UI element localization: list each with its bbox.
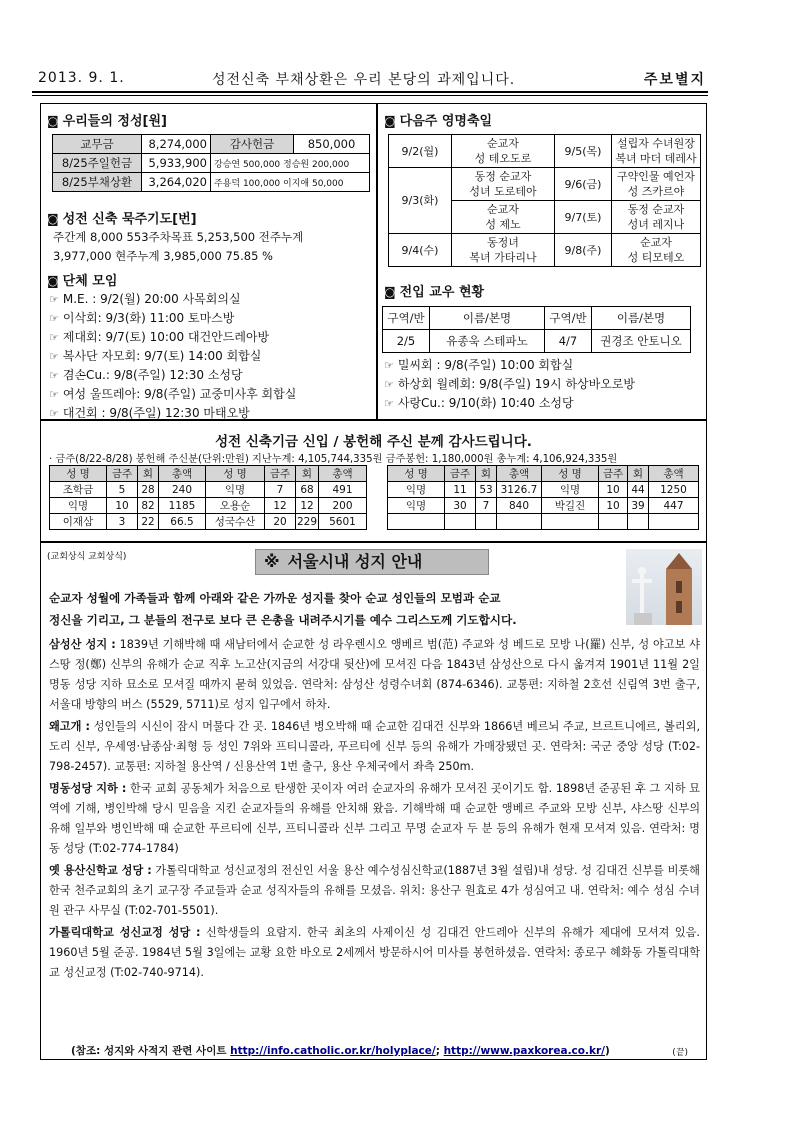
end-mark: (끝): [672, 1048, 688, 1058]
list-item: ☞ 복사단 자모회: 9/7(토) 14:00 회합실: [49, 349, 262, 363]
holyplace-link[interactable]: http://info.catholic.or.kr/holyplace/: [230, 1045, 436, 1057]
transfer-notice-list: [384, 356, 635, 413]
table-cell: 익명: [542, 482, 599, 498]
reference-line: [71, 1043, 610, 1058]
feast-saint: 성 티모테오: [627, 251, 685, 264]
column-header: 금주: [599, 466, 628, 482]
list-item: ☞ 밀씨회 : 9/8(주일) 10:00 회합실: [384, 358, 574, 372]
intro-line: 정신을 기리고, 그 분들의 전구로 보다 큰 은총을 내려주시기를 예수 그리스도께 기도합시다.: [49, 613, 517, 627]
table-cell: 44: [628, 482, 649, 498]
table-row: [388, 482, 699, 498]
pointing-hand-icon: ☞: [49, 350, 59, 363]
table-cell: 3: [107, 514, 138, 530]
column-header: 성 명: [542, 466, 599, 482]
reference-mark-icon: ※: [264, 552, 280, 571]
feast-title: ◙ 다음주 영명축일: [384, 114, 493, 129]
table-cell: [476, 514, 497, 530]
source-label: (교회상식 교회상식): [47, 552, 127, 562]
feast-date: 9/3(화): [389, 168, 452, 234]
pointing-hand-icon: ☞: [49, 331, 59, 344]
site-description: 한국 교회 공동체가 처음으로 탄생한 곳이자 여러 순교자의 유해가 모셔진 곳이기도 함. 1898년 준공된 후 그 지하 묘역에 기해, 병인박해 당시 믿음을 지킨 순교자들의 유해를 안치해 왔음. 기해박해 때 순교한 앵베르 주교와 모방 신부, 샤스땅 신부의 유해 일부와 병인박해 때 순교한 푸르티에 신부, 프티니콜라 신부 그리고 무명 순교자 두 분 등의 유해가 현재 모셔져 있음. 연락처: 명동 성당 (T:02-774-1784): [49, 782, 700, 855]
table-cell: 12: [296, 498, 319, 514]
table-cell: 10: [599, 498, 628, 514]
site-name: 왜고개 :: [49, 720, 90, 733]
offerings-title: ◙ 우리들의 정성[원]: [47, 114, 167, 129]
transfer-table: [382, 306, 691, 353]
table-cell: 491: [319, 482, 367, 498]
left-info-panel: [40, 103, 377, 420]
pilgrim-title: 서울시내 성지 안내: [287, 552, 423, 571]
column-header: 구역/반: [545, 307, 592, 330]
feast-date: 9/6(금): [555, 168, 612, 201]
offering-value: 5,933,900: [142, 154, 211, 173]
transfer-title: ◙ 전입 교우 현황: [384, 285, 485, 300]
site-list: [49, 635, 700, 983]
header-rule: [32, 91, 708, 93]
pointing-hand-icon: ☞: [384, 397, 394, 410]
table-row: [383, 307, 691, 330]
feast-date: 9/8(주): [555, 234, 612, 267]
column-header: 성 명: [50, 466, 107, 482]
right-info-panel: [377, 103, 707, 420]
table-cell: 조학금: [50, 482, 107, 498]
feast-role: 동정 순교자: [474, 170, 532, 183]
table-cell: 4/7: [545, 330, 592, 353]
table-cell: 10: [599, 482, 628, 498]
table-row: [388, 466, 699, 482]
table-cell: 권경조 안토니오: [592, 330, 691, 353]
feast-role: 동정 순교자: [627, 203, 685, 216]
site-description: 신학생들의 요람지. 한국 최초의 사제이신 성 김대건 안드레아 신부의 유해가 제대에 모셔져 있음. 1960년 5월 준공. 1984년 5월 3일에는 교황 요한 바오로 2세께서 방문하시어 미사를 봉헌하셨음. 연락처: 종로구 혜화동 가톨릭대학교 성신교정 (T:02-740-9714).: [49, 926, 700, 979]
site-description: 1839년 기해박해 때 새남터에서 순교한 성 라우렌시오 앵베르 범(范) 주교와 성 베드로 모방 나(羅) 신부, 성 야고보 샤스땅 정(鄭) 신부의 유해가 순교 직후 노고산(지금의 서강대 뒷산)에 모셔진 다음 1843년 삼성산으로 다시 옮겨져 1901년 11월 2일 명동 성당 지하 묘소로 모셔질 때까지 묻혀 있었음. 연락처: 삼성산 성령수녀회 (874-6346). 교통편: 지하철 2호선 신림역 3번 출구, 서울대 방향의 버스 (5529, 5711)로 성지 입구에서 하차.: [49, 638, 700, 711]
group-meetings-list: [49, 290, 296, 423]
table-cell: 이재삼: [50, 514, 107, 530]
column-header: 회: [138, 466, 159, 482]
column-header: 이름/본명: [592, 307, 691, 330]
list-item: ☞ 제대회: 9/7(토) 10:00 대건안드레아방: [49, 330, 270, 344]
rosary-line: 3,977,000 현주누계 3,985,000 75.85 %: [53, 249, 273, 263]
pointing-hand-icon: ☞: [49, 293, 59, 306]
site-name: 삼성산 성지 :: [49, 638, 116, 651]
table-cell: [649, 514, 699, 530]
offering-label: 8/25부채상환: [53, 173, 142, 192]
fund-summary: · 금주(8/22-8/28) 봉헌해 주신분(단위:만원) 지난누계: 4,105,744,335원 금주봉헌: 1,180,000원 총누계: 4,106,924,335원: [49, 454, 618, 465]
pointing-hand-icon: ☞: [49, 369, 59, 382]
table-row: [388, 498, 699, 514]
fund-title: 성전 신축기금 신입 / 봉헌해 주신 분께 감사드립니다.: [215, 434, 532, 450]
list-item: ☞ 대건회 : 9/8(주일) 12:30 마태오방: [49, 406, 250, 420]
groups-title: ◙ 단체 모임: [47, 274, 118, 289]
column-header: 총액: [159, 466, 206, 482]
intro-line: 순교자 성월에 가족들과 함께 아래와 같은 가까운 성지를 찾아 순교 성인들의 모범과 순교: [49, 591, 501, 605]
column-header: 총액: [319, 466, 367, 482]
feast-date: 9/2(월): [389, 135, 452, 168]
offerings-table: [52, 134, 370, 192]
site-name: 명동성당 지하 :: [49, 782, 127, 795]
header-rule-thin: [32, 95, 708, 96]
feast-date: 9/5(목): [555, 135, 612, 168]
square-bullet-icon: ◙: [384, 285, 396, 299]
church-image: [626, 549, 702, 625]
table-cell: 840: [497, 498, 542, 514]
table-cell: 1185: [159, 498, 206, 514]
reference-label: (참조: 성지와 사적지 관련 사이트: [71, 1045, 227, 1057]
donor-table-left: [49, 465, 367, 530]
table-cell: 30: [445, 498, 476, 514]
feast-role: 순교자: [487, 203, 519, 216]
feast-table: [388, 134, 701, 267]
reference-end: ): [604, 1045, 610, 1057]
list-item: ☞ 하상회 월례회: 9/8(주일) 19시 하상바오로방: [384, 377, 636, 391]
table-cell: 성국수산: [206, 514, 265, 530]
table-row: [389, 234, 701, 267]
offering-value: 850,000: [294, 135, 370, 154]
table-cell: 오용순: [206, 498, 265, 514]
table-row: [53, 135, 370, 154]
column-header: 총액: [649, 466, 699, 482]
pointing-hand-icon: ☞: [384, 359, 394, 372]
table-row: [50, 514, 367, 530]
list-item: ☞ 사랑Cu.: 9/10(화) 10:40 소성당: [384, 396, 574, 410]
bulletin-name: 주보별지: [643, 72, 706, 88]
site-entry: [49, 861, 700, 921]
list-item: ☞ 이삭회: 9/3(화) 11:00 토마스방: [49, 311, 235, 325]
table-cell: 20: [265, 514, 296, 530]
table-cell: 익명: [388, 498, 445, 514]
feast-date: 9/4(수): [389, 234, 452, 267]
list-item: ☞ M.E. : 9/2(월) 20:00 사목회의실: [49, 292, 241, 306]
issue-date: 2013. 9. 1.: [38, 70, 125, 86]
site-entry: [49, 779, 700, 859]
table-cell: 10: [107, 498, 138, 514]
feast-saint: 성녀 레지나: [627, 218, 685, 231]
separator: ;: [435, 1045, 444, 1057]
table-cell: 11: [445, 482, 476, 498]
offering-value: 8,274,000: [142, 135, 211, 154]
feast-role: 구약인물 예언자: [617, 170, 695, 183]
pilgrim-intro: [49, 587, 621, 631]
table-cell: 447: [649, 498, 699, 514]
feast-saint: 복녀 마더 데레사: [615, 152, 697, 165]
table-cell: 240: [159, 482, 206, 498]
site-name: 옛 용산신학교 성당 :: [49, 864, 152, 877]
column-header: 금주: [265, 466, 296, 482]
feast-saint: 복녀 가타리나: [469, 251, 537, 264]
church-statue-icon: [626, 549, 702, 625]
site-description: 성인들의 시신이 잠시 머물다 간 곳. 1846년 병오박해 때 순교한 김대건 신부와 1866년 베르뇌 주교, 브르트니에르, 볼리외, 도리 신부, 우세영·남종삼·최형 등 성인 7위와 프티니콜라, 푸르티에 신부 등의 유해가 가매장됐던 곳. 연락처: 국군 중앙 성당 (T:02-798-2457). 교통편: 지하철 용산역 / 신용산역 1번 출구, 용산 우체국에서 좌측 250m.: [49, 720, 700, 773]
pointing-hand-icon: ☞: [384, 378, 394, 391]
feast-saint: 성녀 도로테아: [469, 185, 537, 198]
table-cell: 익명: [388, 482, 445, 498]
column-header: 회: [628, 466, 649, 482]
table-cell: 53: [476, 482, 497, 498]
column-header: 금주: [107, 466, 138, 482]
feast-saint: 성 제노: [485, 218, 521, 231]
table-row: [388, 514, 699, 530]
table-cell: [445, 514, 476, 530]
column-header: 회: [296, 466, 319, 482]
site-entry: [49, 923, 700, 983]
column-header: 금주: [445, 466, 476, 482]
pointing-hand-icon: ☞: [49, 407, 59, 420]
table-cell: 1250: [649, 482, 699, 498]
header-motto: 성전신축 부채상환은 우리 본당의 과제입니다.: [212, 72, 516, 88]
column-header: 성 명: [388, 466, 445, 482]
table-row: [53, 154, 370, 173]
column-header: 총액: [497, 466, 542, 482]
offering-label: 감사헌금: [211, 135, 294, 154]
square-bullet-icon: ◙: [47, 274, 59, 288]
offering-detail: 주용덕 100,000 이지애 50,000: [211, 173, 370, 192]
table-row: [53, 173, 370, 192]
feast-role: 순교자: [640, 236, 672, 249]
table-row: [50, 482, 367, 498]
table-cell: 5601: [319, 514, 367, 530]
offering-detail: 강승연 500,000 정승원 200,000: [211, 154, 370, 173]
table-cell: 7: [265, 482, 296, 498]
feast-date: 9/7(토): [555, 201, 612, 234]
table-row: [389, 135, 701, 168]
feast-saint: 성 테오도로: [474, 152, 532, 165]
table-cell: 2/5: [383, 330, 430, 353]
rosary-line: 주간계 8,000 553주차목표 5,253,500 전주누계: [53, 230, 304, 244]
offering-label: 8/25주일헌금: [53, 154, 142, 173]
site-entry: [49, 635, 700, 715]
rosary-stats: [53, 228, 303, 266]
table-cell: 유종욱 스테파노: [430, 330, 545, 353]
site-description: 가톨릭대학교 성신교정의 전신인 서울 용산 예수성심신학교(1887년 3월 설립)내 성당. 성 김대건 신부를 비롯해 한국 천주교회의 초기 교구장 주교들과 순교 성직자들의 유해를 모셨음. 위치: 용산구 원효로 4가 성심여고 내. 연락처: 예수 성심 수녀원 관구 사무실 (T:02-701-5501).: [49, 864, 700, 917]
column-header: 성 명: [206, 466, 265, 482]
column-header: 회: [476, 466, 497, 482]
pointing-hand-icon: ☞: [49, 312, 59, 325]
table-row: [50, 466, 367, 482]
table-row: [383, 330, 691, 353]
square-bullet-icon: ◙: [384, 114, 396, 128]
list-item: ☞ 겸손Cu.: 9/8(주일) 12:30 소성당: [49, 368, 243, 382]
table-cell: 66.5: [159, 514, 206, 530]
offering-label: 교무금: [53, 135, 142, 154]
page-header: [32, 68, 708, 90]
table-cell: [628, 514, 649, 530]
fund-panel: [40, 420, 707, 542]
table-cell: [599, 514, 628, 530]
table-cell: [542, 514, 599, 530]
table-cell: 68: [296, 482, 319, 498]
pilgrimage-panel: [40, 542, 707, 1060]
table-cell: [388, 514, 445, 530]
table-cell: 5: [107, 482, 138, 498]
table-row: [389, 168, 701, 201]
column-header: 이름/본명: [430, 307, 545, 330]
list-item: ☞ 여성 울뜨레아: 9/8(주일) 교중미사후 회합실: [49, 387, 297, 401]
pilgrim-title-box: [255, 549, 489, 575]
feast-role: 순교자: [487, 137, 519, 150]
feast-saint: 성 즈카르야: [627, 185, 685, 198]
site-entry: [49, 717, 700, 777]
table-row: [50, 498, 367, 514]
site-name: 가톨릭대학교 성신교정 성당 :: [49, 926, 201, 939]
table-cell: 229: [296, 515, 318, 528]
rosary-title: ◙ 성전 신축 묵주기도[번]: [47, 212, 197, 227]
square-bullet-icon: ◙: [47, 114, 59, 128]
table-cell: 82: [138, 498, 159, 514]
square-bullet-icon: ◙: [47, 212, 59, 226]
pointing-hand-icon: ☞: [49, 388, 59, 401]
table-cell: 22: [138, 514, 159, 530]
table-cell: 28: [138, 482, 159, 498]
offering-value: 3,264,020: [142, 173, 211, 192]
table-cell: 3126.7: [497, 482, 542, 498]
paxkorea-link[interactable]: http://www.paxkorea.co.kr/: [443, 1045, 605, 1057]
table-cell: 12: [265, 498, 296, 514]
table-cell: 7: [476, 498, 497, 514]
table-cell: 200: [319, 498, 367, 514]
column-header: 구역/반: [383, 307, 430, 330]
feast-role: 동정녀: [487, 236, 519, 249]
table-cell: [497, 514, 542, 530]
table-cell: 익명: [206, 482, 265, 498]
table-cell: 39: [628, 498, 649, 514]
feast-role: 설립자 수녀원장: [617, 137, 695, 150]
table-cell: 익명: [50, 498, 107, 514]
donor-table-right: [387, 465, 699, 530]
table-cell: 박길진: [542, 498, 599, 514]
